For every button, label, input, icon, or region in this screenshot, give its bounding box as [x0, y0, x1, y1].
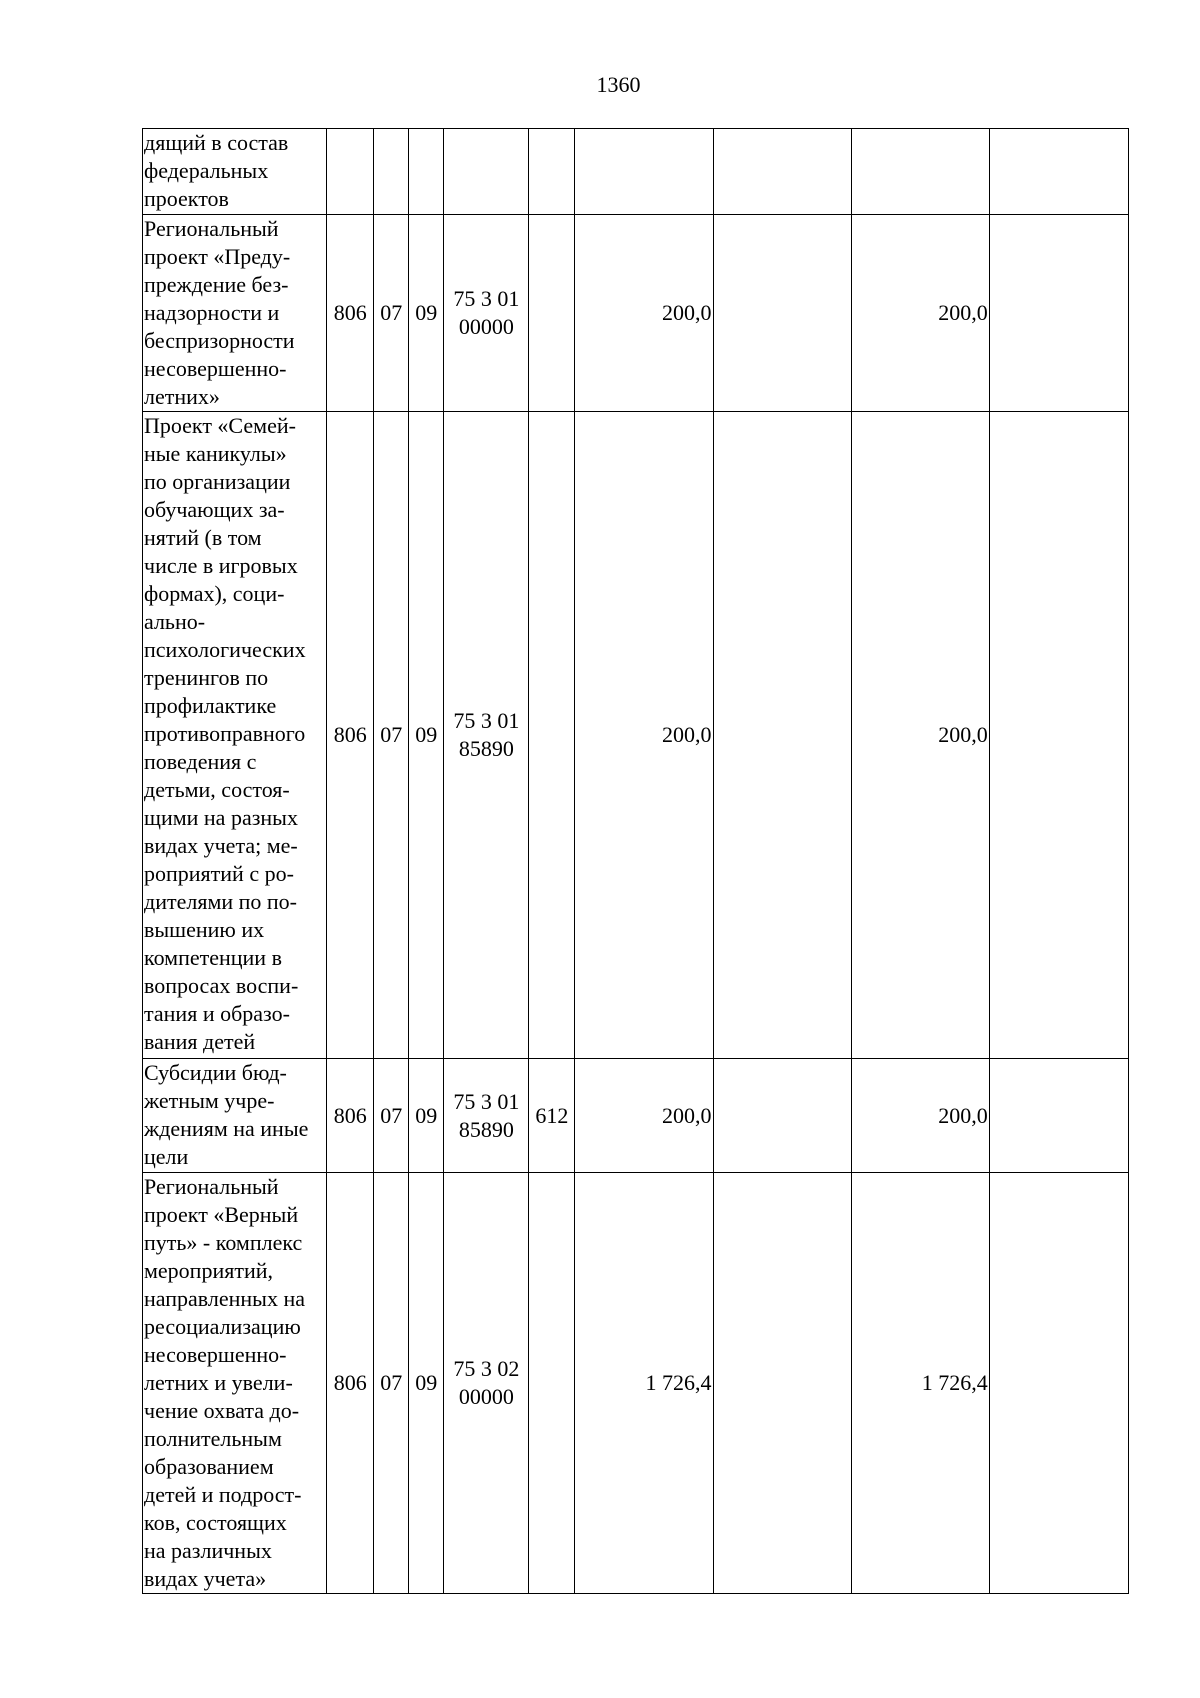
row-name-line: тренингов по	[144, 665, 269, 690]
table-row	[143, 215, 1129, 412]
row-name-line: компетенции в	[144, 945, 282, 970]
target-article-cell	[444, 215, 529, 412]
amount-cell-2	[713, 1059, 851, 1173]
target-article-line: 75 3 01	[453, 286, 520, 311]
row-name-line: обучающих за-	[144, 497, 285, 522]
table-row	[143, 1173, 1129, 1594]
section-cell: 07	[374, 412, 409, 1059]
row-name-line: направленных на	[144, 1286, 305, 1311]
row-name-cell	[143, 129, 327, 215]
row-name-line: видах учета»	[144, 1566, 267, 1591]
row-name-line: детей и подрост-	[144, 1482, 302, 1507]
row-name-cell	[143, 215, 327, 412]
row-name-line: ные каникулы»	[144, 441, 287, 466]
amount-cell-4	[989, 215, 1128, 412]
target-article-line: 75 3 02	[453, 1356, 520, 1381]
amount-cell-1	[575, 129, 713, 215]
expense-type-cell	[529, 215, 575, 412]
row-name-line: летних»	[144, 384, 220, 409]
table-row	[143, 1059, 1129, 1173]
grbs-cell: 806	[327, 1059, 374, 1173]
row-name-line: федеральных	[144, 158, 269, 183]
table-row	[143, 129, 1129, 215]
row-name-line: дителями по по-	[144, 889, 298, 914]
row-name-line: цели	[144, 1144, 189, 1169]
row-name-line: формах), соци-	[144, 581, 285, 606]
subsection-cell: 09	[409, 1059, 444, 1173]
target-article-line: 75 3 01	[453, 1088, 520, 1114]
row-name-line: вышению их	[144, 917, 265, 942]
row-name-line: проект «Верный	[144, 1202, 299, 1227]
row-name-line: профилактике	[144, 693, 277, 718]
amount-cell-4	[989, 1059, 1128, 1173]
row-name-line: роприятий с ро-	[144, 861, 294, 886]
row-name-line: проект «Преду-	[144, 244, 291, 269]
amount-cell-2	[713, 129, 851, 215]
row-name-line: преждение без-	[144, 272, 289, 297]
amount-cell-3: 1 726,4	[851, 1173, 989, 1594]
row-name-line: тания и образо-	[144, 1001, 290, 1026]
row-name-line: Региональный	[144, 1174, 279, 1199]
expense-type-cell: 612	[529, 1059, 575, 1173]
amount-cell-3: 200,0	[851, 215, 989, 412]
target-article-cell	[444, 129, 529, 215]
amount-cell-1: 200,0	[575, 1059, 713, 1173]
row-name-line: числе в игровых	[144, 553, 298, 578]
amount-cell-1: 200,0	[575, 412, 713, 1059]
row-name-line: Проект «Семей-	[144, 413, 296, 438]
row-name-line: по организации	[144, 469, 291, 494]
row-name-line: ждениям на иные	[144, 1116, 309, 1141]
row-name-line: жетным учре-	[144, 1088, 275, 1113]
row-name-line: полнительным	[144, 1426, 282, 1451]
row-name-line: беспризорности	[144, 328, 295, 353]
row-name-line: на различных	[144, 1538, 272, 1563]
amount-cell-4	[989, 129, 1128, 215]
row-name-line: вания детей	[144, 1029, 256, 1054]
row-name-line: Субсидии бюд-	[144, 1060, 287, 1085]
row-name-line: летних и увели-	[144, 1370, 293, 1395]
row-name-line: надзорности и	[144, 300, 280, 325]
grbs-cell: 806	[327, 1173, 374, 1594]
amount-cell-2	[713, 412, 851, 1059]
amount-cell-2	[713, 215, 851, 412]
row-name-cell	[143, 412, 327, 1059]
target-article-line: 85890	[458, 1116, 514, 1142]
row-name-line: проектов	[144, 186, 229, 211]
row-name-line: образованием	[144, 1454, 274, 1479]
row-name-line: путь» - комплекс	[144, 1230, 303, 1255]
row-name-line: чение охвата до-	[144, 1398, 300, 1423]
row-name-line: дящий в состав	[144, 130, 289, 155]
target-article-line: 00000	[458, 1384, 514, 1409]
target-article-cell	[444, 1059, 529, 1173]
section-cell: 07	[374, 1059, 409, 1173]
row-name-line: несовершенно-	[144, 356, 287, 381]
target-article-cell	[444, 412, 529, 1059]
amount-cell-4	[989, 1173, 1128, 1594]
grbs-cell: 806	[327, 412, 374, 1059]
amount-cell-3: 200,0	[851, 412, 989, 1059]
target-article-line: 00000	[458, 314, 514, 339]
row-name-line: детьми, состоя-	[144, 777, 290, 802]
row-name-line: Региональный	[144, 216, 279, 241]
row-name-line: нятий (в том	[144, 525, 262, 550]
row-name-line: видах учета; ме-	[144, 833, 298, 858]
grbs-cell	[327, 129, 374, 215]
row-name-cell	[143, 1059, 327, 1173]
grbs-cell: 806	[327, 215, 374, 412]
row-name-line: несовершенно-	[144, 1342, 287, 1367]
subsection-cell: 09	[409, 1173, 444, 1594]
row-name-cell	[143, 1173, 327, 1594]
target-article-line: 75 3 01	[453, 708, 520, 733]
row-name-line: ков, состоящих	[144, 1510, 287, 1535]
budget-table	[142, 128, 1129, 1594]
expense-type-cell	[529, 412, 575, 1059]
section-cell: 07	[374, 215, 409, 412]
amount-cell-3	[851, 129, 989, 215]
amount-cell-3: 200,0	[851, 1059, 989, 1173]
row-name-line: противоправного	[144, 721, 306, 746]
row-name-line: ально-	[144, 609, 206, 634]
amount-cell-1: 200,0	[575, 215, 713, 412]
amount-cell-4	[989, 412, 1128, 1059]
section-cell: 07	[374, 1173, 409, 1594]
row-name-line: щими на разных	[144, 805, 298, 830]
amount-cell-1: 1 726,4	[575, 1173, 713, 1594]
row-name-line: ресоциализацию	[144, 1314, 301, 1339]
subsection-cell: 09	[409, 412, 444, 1059]
row-name-line: поведения с	[144, 749, 257, 774]
table-body	[143, 129, 1129, 1594]
expense-type-cell	[529, 129, 575, 215]
row-name-line: психологических	[144, 637, 306, 662]
expense-type-cell	[529, 1173, 575, 1594]
target-article-cell	[444, 1173, 529, 1594]
row-name-line: вопросах воспи-	[144, 973, 299, 998]
target-article-line: 85890	[458, 736, 514, 761]
page-number: 1360	[596, 72, 641, 97]
subsection-cell: 09	[409, 215, 444, 412]
table-row	[143, 412, 1129, 1059]
row-name-line: мероприятий,	[144, 1258, 274, 1283]
amount-cell-2	[713, 1173, 851, 1594]
section-cell	[374, 129, 409, 215]
subsection-cell	[409, 129, 444, 215]
